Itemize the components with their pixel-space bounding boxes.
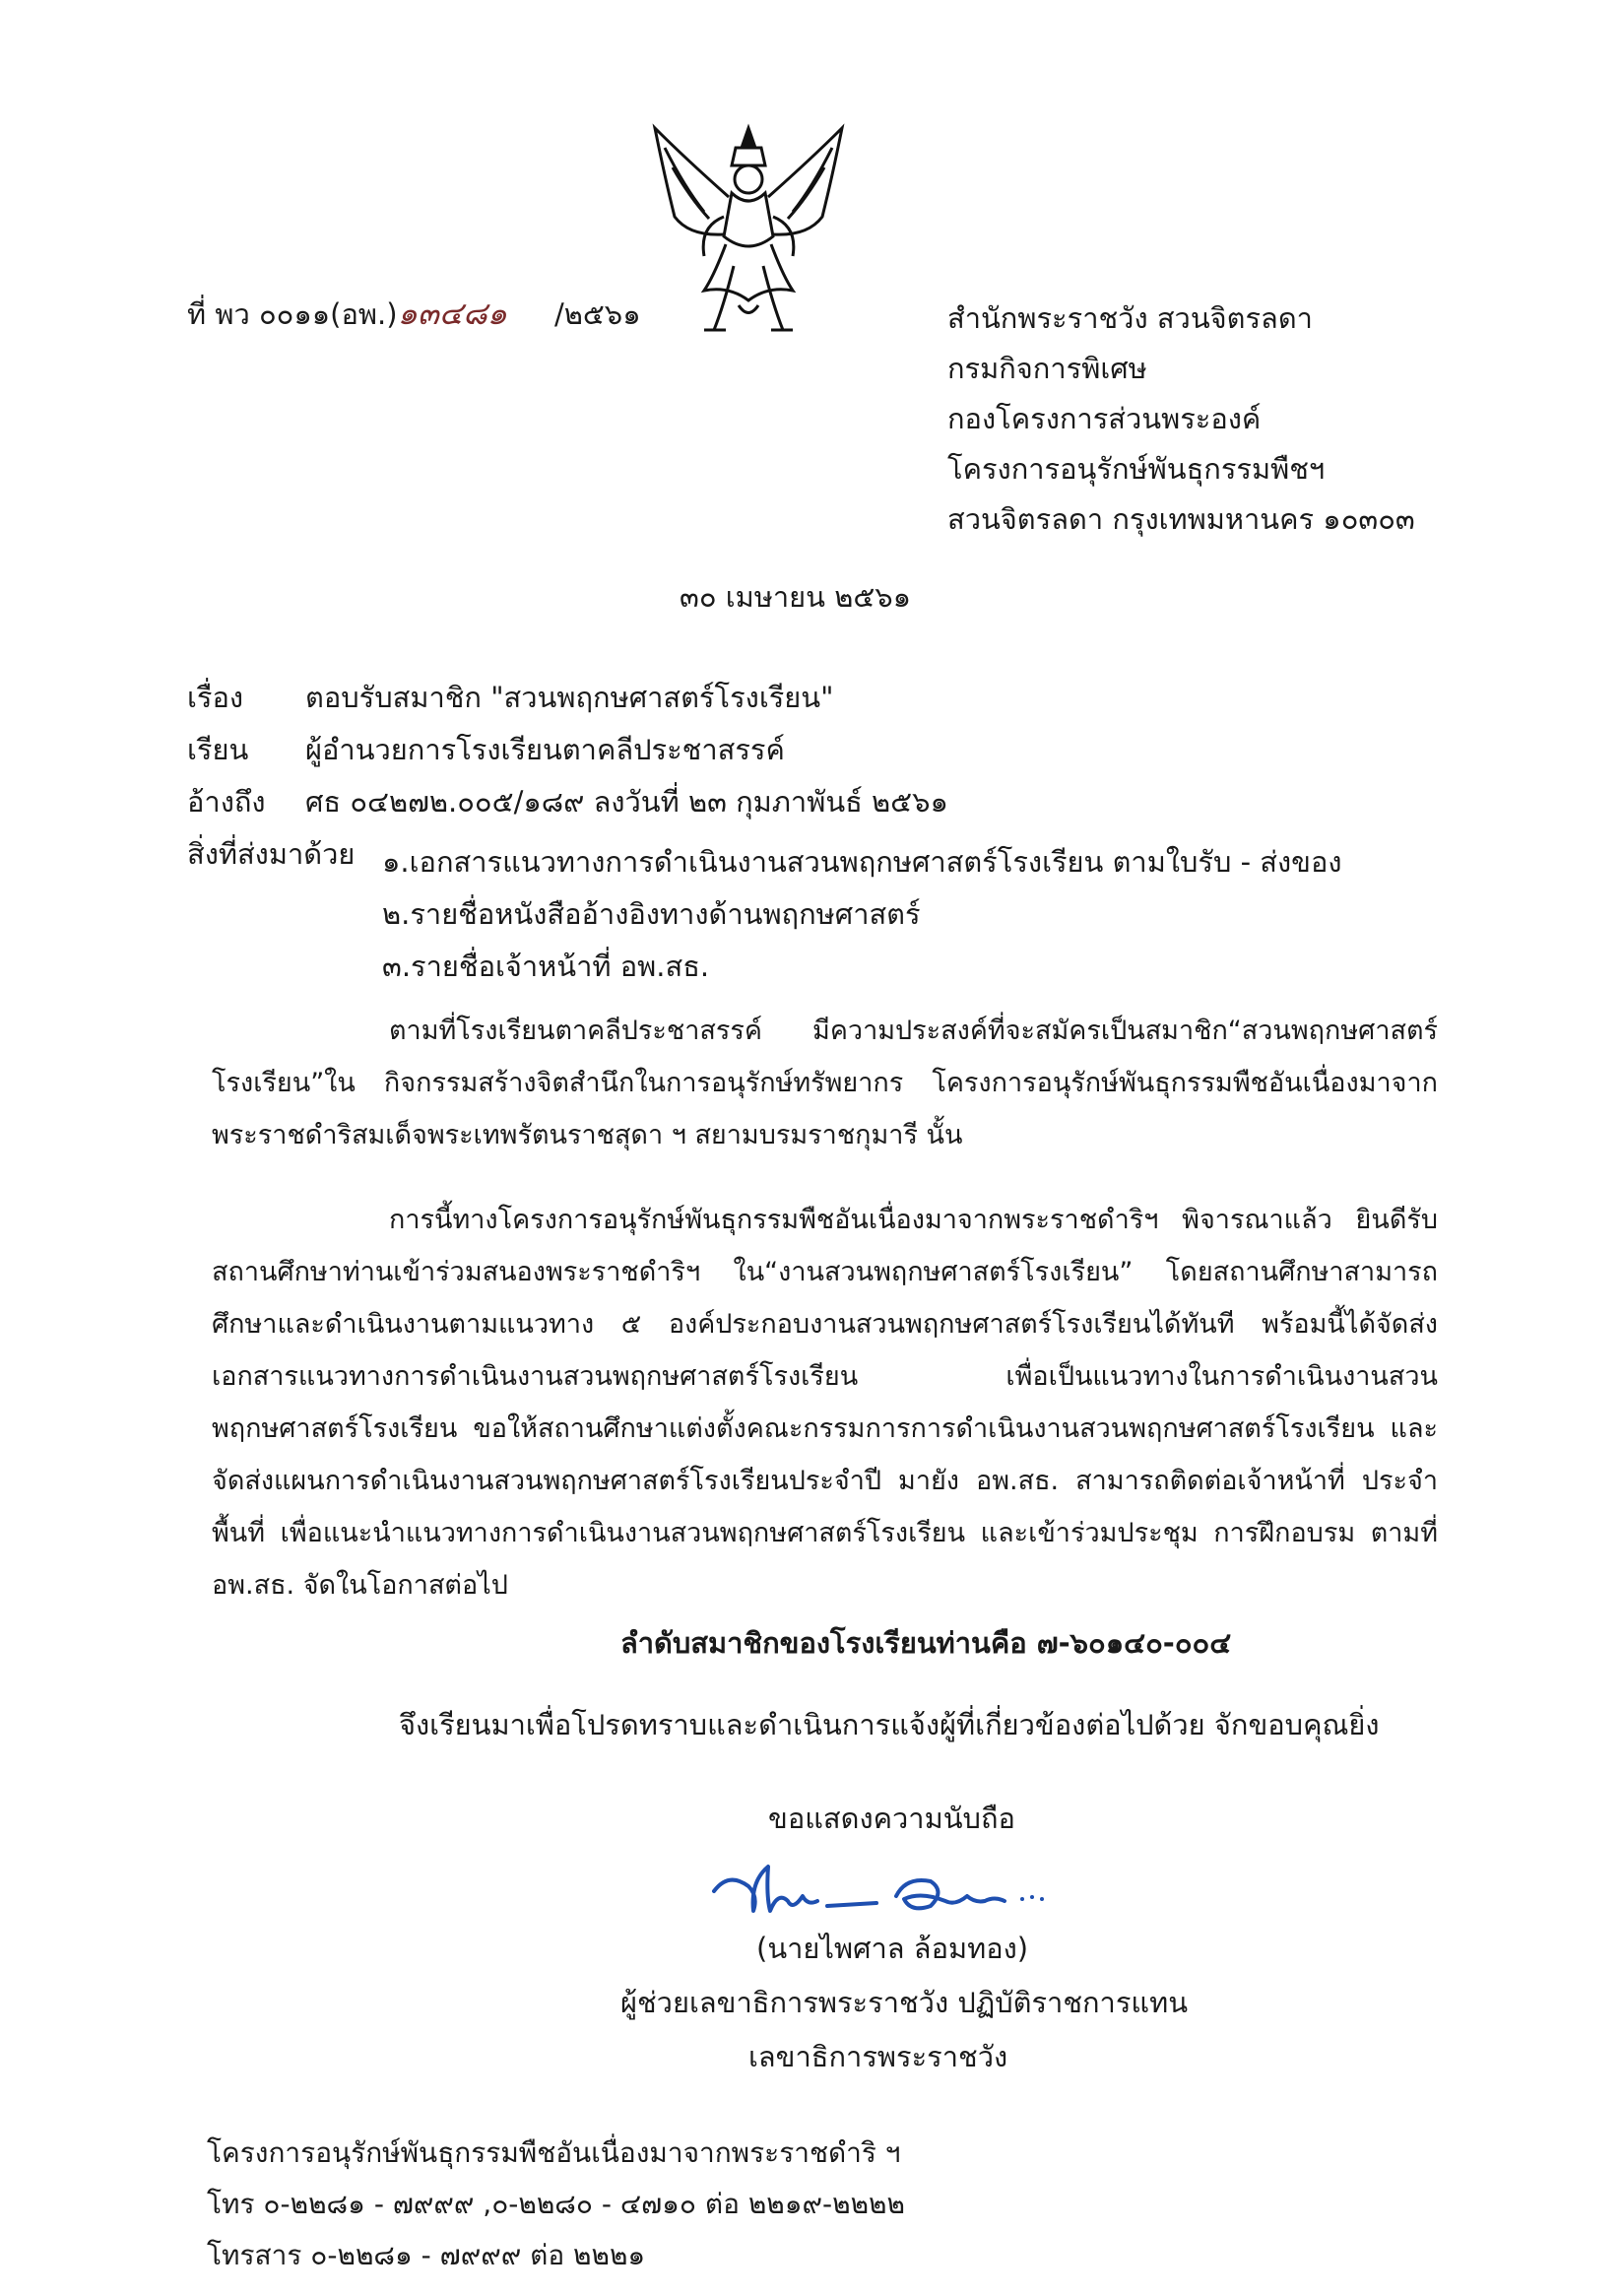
- sender-address: [947, 294, 1415, 545]
- recipient-line: [187, 732, 785, 767]
- body-paragraph-2: [212, 1194, 1438, 1611]
- footer-org: โครงการอนุรักษ์พันธุกรรมพืชอันเนื่องมาจากพระราชดำริ ฯ: [207, 2136, 901, 2169]
- reference-year: /๒๕๖๑: [553, 297, 641, 331]
- subject-line: [187, 680, 833, 715]
- subject-value: ตอบรับสมาชิก "สวนพฤกษศาสตร์โรงเรียน": [305, 681, 834, 714]
- enclosure-item: ๑.เอกสารแนวทางการดำเนินงานสวนพฤกษศาสตร์โรงเรียน ตามใบรับ - ส่งของ: [382, 845, 1342, 879]
- reference-line: [187, 784, 948, 820]
- subject-label: เรื่อง: [187, 681, 244, 714]
- signer-position: ผู้ช่วยเลขาธิการพระราชวัง ปฏิบัติราชการแทน: [620, 1986, 1189, 2019]
- body-paragraph-1: [212, 1005, 1438, 1161]
- paragraph-text: ตามที่โรงเรียนตาคลีประชาสรรค์ มีความประสงค์ที่จะสมัครเป็นสมาชิก“สวนพฤกษศาสตร์โรงเรียน”ใน กิจกรรมสร้างจิตสำนึกในการอนุรักษ์ทรัพยากร โครงการอนุรักษ์พันธุกรรมพืชอันเนื่องมาจากพระราชดำริสมเด็จพระเทพรัตนราชสุดา ฯ สยามบรมราชกุมารี นั้น: [212, 1016, 1438, 1150]
- footer-phone: โทร ๐-๒๒๘๑ - ๗๙๙๙ ,๐-๒๒๘๐ - ๔๗๑๐ ต่อ ๒๒๑๙-๒๒๒๒: [207, 2188, 905, 2220]
- paragraph-text: การนี้ทางโครงการอนุรักษ์พันธุกรรมพืชอันเนื่องมาจากพระราชดำริฯ พิจารณาแล้ว ยินดีรับสถานศึกษาท่านเข้าร่วมสนองพระราชดำริฯ ใน“งานสวนพฤกษศาสตร์โรงเรียน” โดยสถานศึกษาสามารถศึกษาและดำเนินงานตามแนวทาง ๕ องค์ประกอบงานสวนพฤกษศาสตร์โรงเรียนได้ทันที พร้อมนี้ได้จัดส่งเอกสารแนวทางการดำเนินงานสวนพฤกษศาสตร์โรงเรียน เพื่อเป็นแนวทางในการดำเนินงานสวนพฤกษศาสตร์โรงเรียน ขอให้สถานศึกษาแต่งตั้งคณะกรรมการการดำเนินงานสวนพฤกษศาสตร์โรงเรียน และจัดส่งแผนการดำเนินงานสวนพฤกษศาสตร์โรงเรียนประจำปี มายัง อพ.สธ. สามารถติดต่อเจ้าหน้าที่ ประจำพื้นที่ เพื่อแนะนำแนวทางการดำเนินงานสวนพฤกษศาสตร์โรงเรียน และเข้าร่วมประชุม การฝึกอบรม ตามที่ อพ.สธ. จัดในโอกาสต่อไป: [212, 1205, 1438, 1601]
- enclosure-item: ๓.รายชื่อเจ้าหน้าที่ อพ.สธ.: [382, 950, 710, 983]
- sender-address-line: โครงการอนุรักษ์พันธุกรรมพืชฯ: [947, 452, 1326, 486]
- enclosures-label: สิ่งที่ส่งมาด้วย: [187, 837, 356, 871]
- reference-prefix: ที่ พว ๐๐๑๑(อพ.): [187, 297, 398, 331]
- enclosures-list: [382, 836, 1342, 993]
- signer-position: เลขาธิการพระราชวัง: [748, 2040, 1008, 2073]
- reference-value: ศธ ๐๔๒๗๒.๐๐๕/๑๘๙ ลงวันที่ ๒๓ กุมภาพันธ์ ๒๕๖๑: [305, 785, 948, 819]
- member-number: ลำดับสมาชิกของโรงเรียนท่านคือ ๗-๖๐๑๔๐-๐๐๔: [620, 1626, 1232, 1660]
- reference-label: อ้างถึง: [187, 785, 266, 819]
- recipient-value: ผู้อำนวยการโรงเรียนตาคลีประชาสรรค์: [305, 733, 785, 766]
- sender-address-line: กรมกิจการพิเศษ: [947, 352, 1147, 385]
- signer-name: (นายไพศาล ล้อมทอง): [756, 1932, 1029, 1965]
- enclosure-item: ๒.รายชื่อหนังสืออ้างอิงทางด้านพฤกษศาสตร์: [382, 897, 921, 931]
- footer-contact: [207, 2128, 905, 2281]
- closing-sentence: จึงเรียนมาเพื่อโปรดทราบและดำเนินการแจ้งผู้ที่เกี่ยวข้องต่อไปด้วย จักขอบคุณยิ่ง: [399, 1708, 1380, 1741]
- signature-icon: [709, 1852, 1103, 1931]
- reference-number: [187, 294, 641, 333]
- footer-fax: โทรสาร ๐-๒๒๘๑ - ๗๙๙๙ ต่อ ๒๒๒๑: [207, 2239, 646, 2271]
- letter-date: ๓๐ เมษายน ๒๕๖๑: [680, 580, 912, 614]
- sender-address-line: สำนักพระราชวัง สวนจิตรลดา: [947, 301, 1313, 335]
- garuda-emblem-icon: [645, 118, 852, 345]
- regards: ขอแสดงความนับถือ: [768, 1802, 1015, 1835]
- sender-address-line: กองโครงการส่วนพระองค์: [947, 402, 1262, 435]
- recipient-label: เรียน: [187, 733, 249, 766]
- sender-address-line: สวนจิตรลดา กรุงเทพมหานคร ๑๐๓๐๓: [947, 502, 1415, 536]
- handwritten-reference-no: ๑๓๔๘๑: [397, 295, 507, 332]
